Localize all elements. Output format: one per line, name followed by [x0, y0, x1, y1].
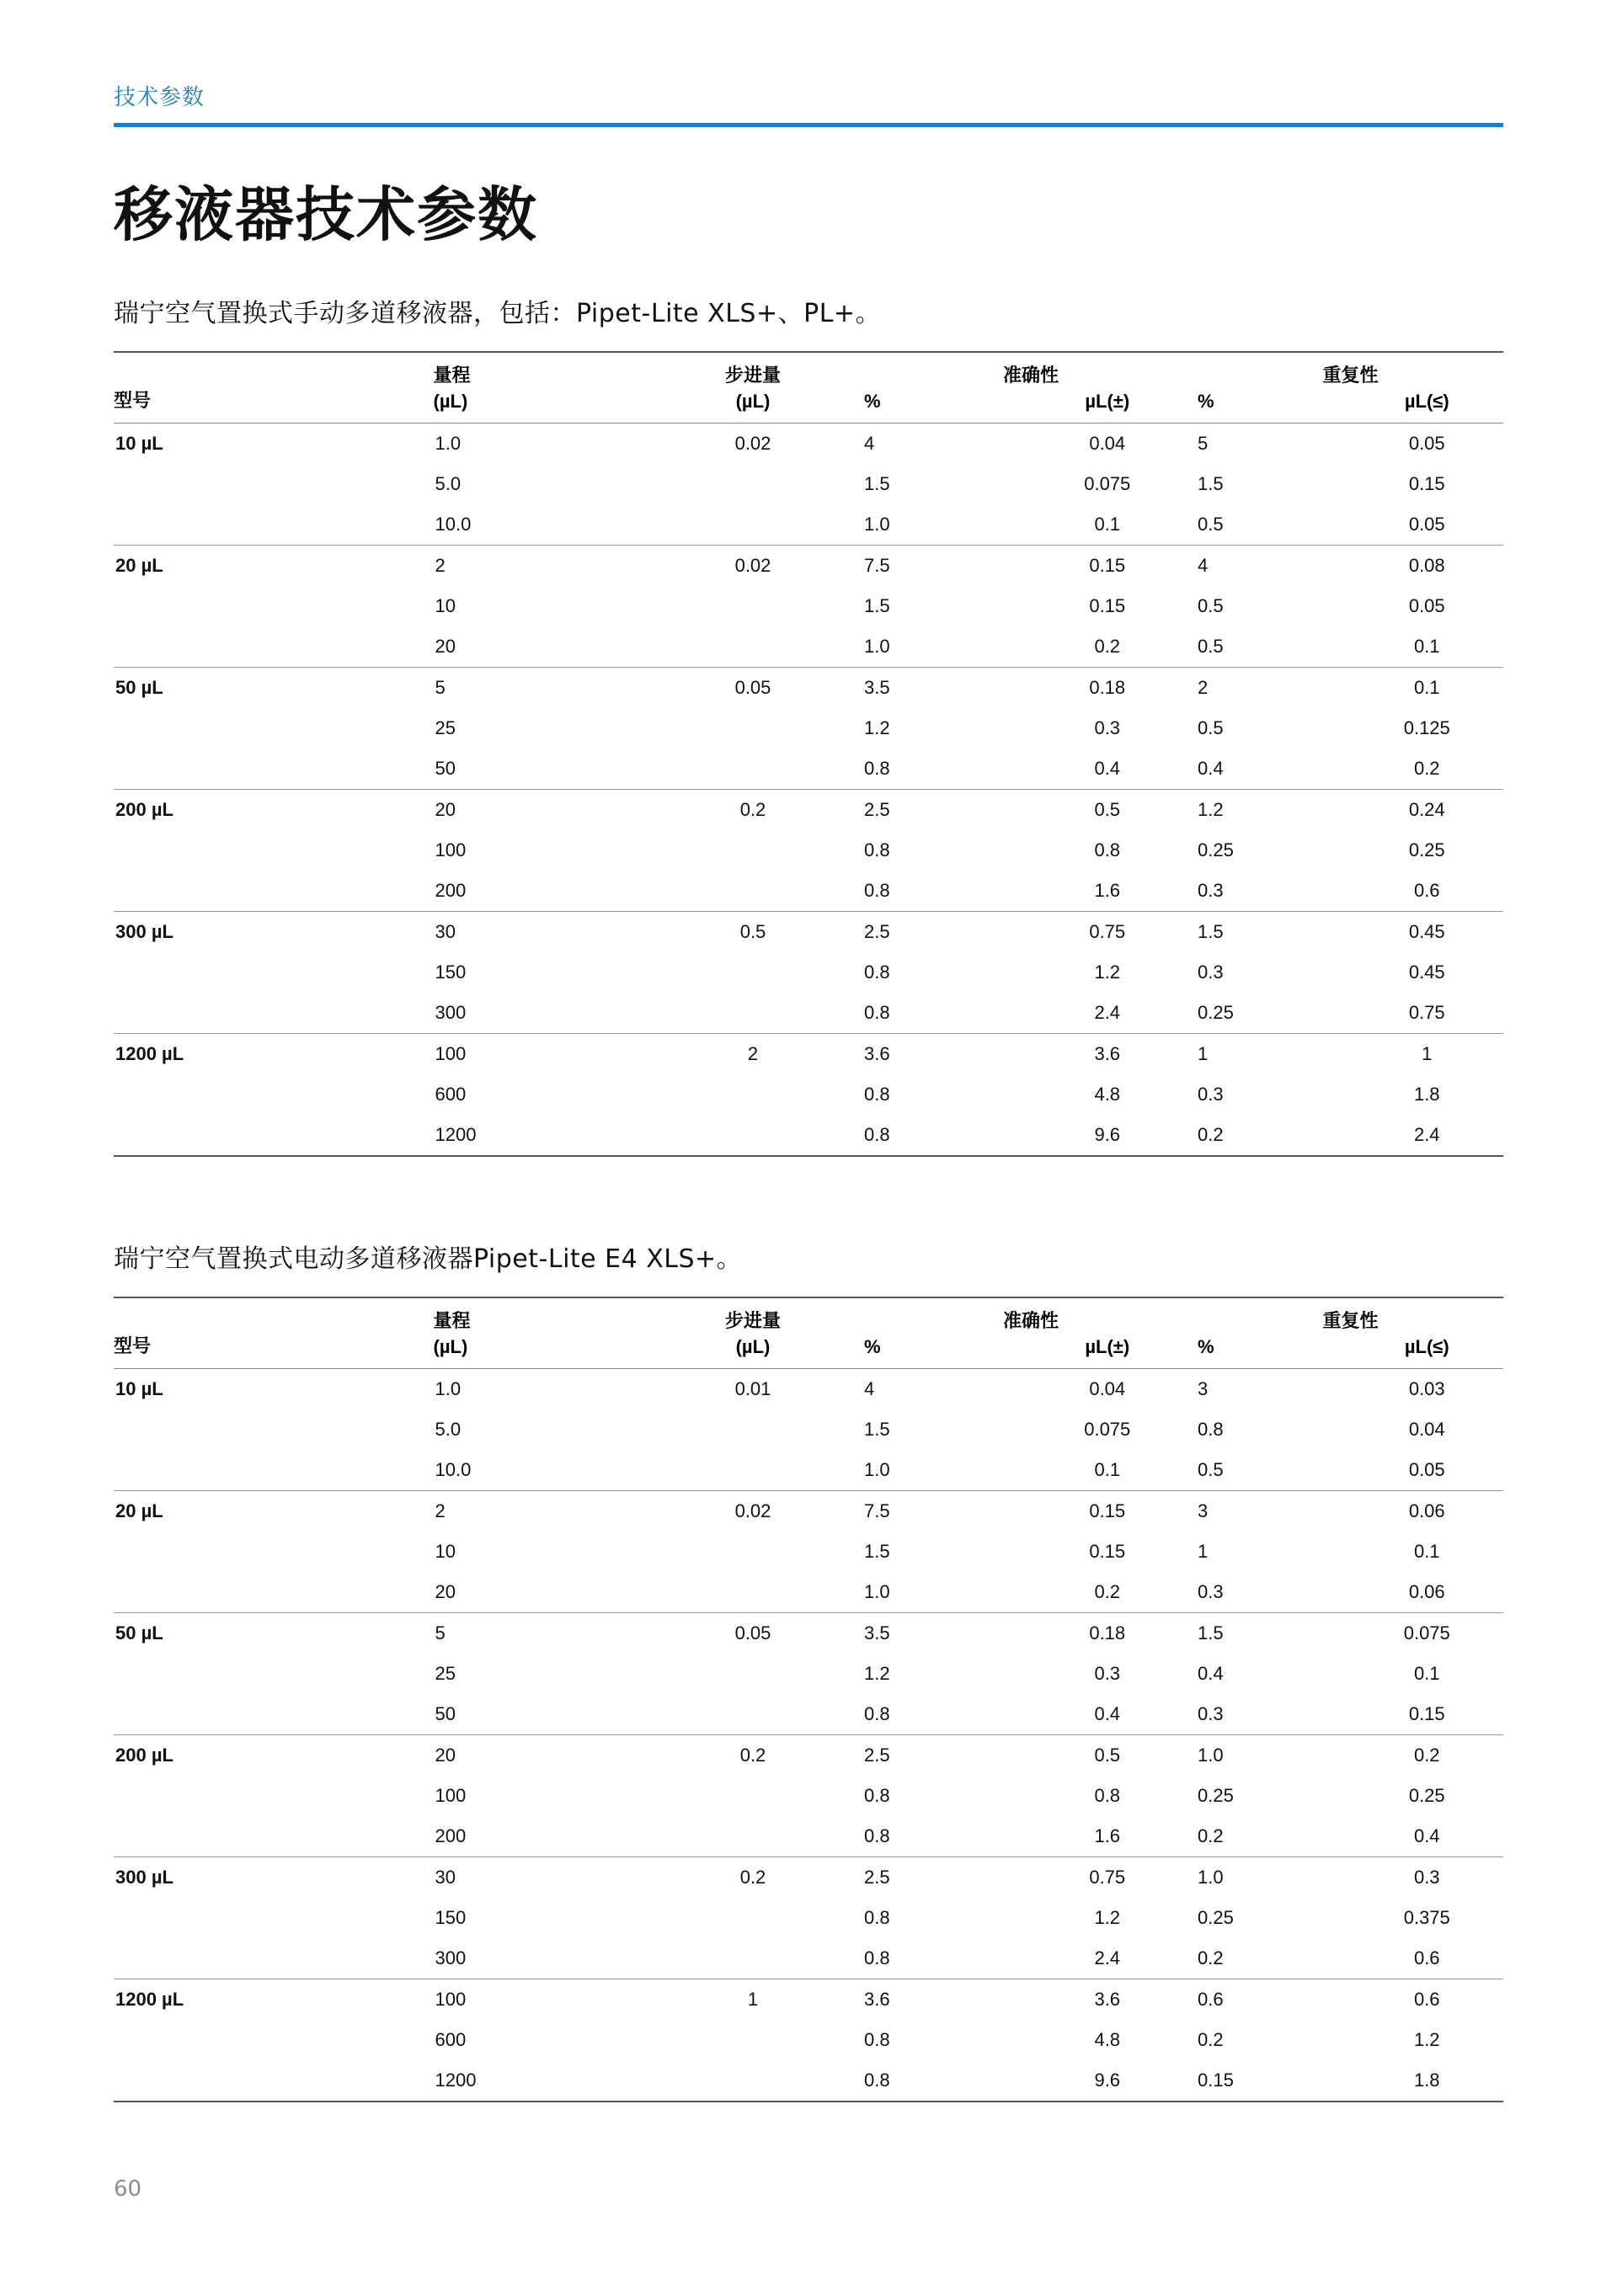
section-heading-2: 瑞宁空气置换式电动多道移液器Pipet-Lite E4 XLS+。 — [114, 1244, 743, 1274]
cell-model: 200 µL — [114, 789, 434, 830]
cell-range: 300 — [435, 1001, 467, 1023]
cell-prec-ul: 0.05 — [1351, 423, 1504, 464]
cell-prec-pct: 5 — [1198, 423, 1351, 464]
column-header-model: 型号 — [114, 352, 434, 424]
section-eyebrow: 技术参数 — [114, 85, 205, 110]
cell-prec-pct: 0.3 — [1198, 879, 1224, 901]
cell-prec-pct: 0.5 — [1198, 594, 1224, 616]
cell-prec-ul: 0.45 — [1408, 961, 1445, 983]
cell-prec-ul: 0.1 — [1413, 1540, 1440, 1562]
cell-range: 1200 — [434, 2060, 643, 2102]
cell-prec-ul: 0.45 — [1351, 911, 1504, 952]
cell-prec-ul: 0.75 — [1408, 1001, 1445, 1023]
table-row — [114, 1450, 1503, 1491]
cell-range: 150 — [435, 1906, 467, 1928]
cell-increment: 2 — [642, 1033, 864, 1074]
cell-acc-pct: 0.8 — [864, 2028, 890, 2050]
cell-prec-pct: 0.4 — [1198, 757, 1224, 779]
cell-prec-pct: 1.0 — [1198, 1734, 1351, 1776]
cell-prec-ul: 0.125 — [1403, 717, 1450, 738]
cell-prec-ul: 0.1 — [1351, 667, 1504, 708]
cell-acc-ul: 2.4 — [1094, 1001, 1121, 1023]
cell-prec-ul: 0.15 — [1408, 1702, 1445, 1724]
cell-acc-ul: 1.6 — [1094, 879, 1121, 901]
cell-range: 50 — [435, 757, 456, 779]
cell-acc-pct: 0.8 — [864, 757, 890, 779]
cell-acc-pct: 1.0 — [864, 1580, 890, 1602]
cell-acc-ul: 1.6 — [1094, 1825, 1121, 1846]
cell-acc-pct: 3.6 — [864, 1979, 1017, 2020]
table-row — [114, 1532, 1503, 1572]
cell-range: 20 — [435, 1580, 456, 1602]
spec-table-electronic — [114, 1297, 1503, 2102]
table-body — [114, 1368, 1503, 2102]
cell-acc-ul: 0.75 — [1017, 1857, 1198, 1898]
cell-prec-pct: 1.5 — [1198, 472, 1224, 494]
cell-range: 600 — [435, 1083, 467, 1105]
cell-prec-pct: 1.5 — [1198, 911, 1351, 952]
section-heading-1: 瑞宁空气置换式手动多道移液器，包括：Pipet-Lite XLS+、PL+。 — [114, 298, 882, 328]
cell-prec-pct: 0.2 — [1198, 1825, 1224, 1846]
cell-prec-ul: 0.25 — [1408, 1784, 1445, 1806]
cell-range: 1.0 — [434, 1368, 643, 1409]
cell-acc-pct: 3.5 — [864, 667, 1017, 708]
cell-acc-pct: 0.8 — [864, 879, 890, 901]
cell-acc-pct: 0.8 — [864, 961, 890, 983]
cell-prec-ul: 0.04 — [1408, 1418, 1445, 1440]
cell-range: 20 — [434, 1734, 643, 1776]
table-row — [114, 1938, 1503, 1979]
table-row — [114, 1074, 1503, 1115]
cell-acc-ul: 4.8 — [1094, 1083, 1121, 1105]
column-header-acc-ul: µL(±) — [1017, 1334, 1198, 1369]
column-header-acc-pct: % — [864, 389, 1017, 424]
column-header-range-unit: (µL) — [434, 389, 643, 424]
cell-increment: 0.02 — [642, 1490, 864, 1532]
cell-prec-pct: 0.3 — [1198, 1083, 1224, 1105]
cell-acc-pct: 1.5 — [864, 594, 890, 616]
table-row — [114, 789, 1503, 830]
column-header-range: 量程 — [434, 352, 643, 389]
cell-acc-pct: 2.5 — [864, 1734, 1017, 1776]
cell-prec-ul: 0.05 — [1408, 594, 1445, 616]
cell-model: 1200 µL — [114, 1979, 434, 2020]
cell-prec-pct: 0.8 — [1198, 1418, 1224, 1440]
cell-acc-pct: 2.5 — [864, 1857, 1017, 1898]
cell-acc-ul: 0.3 — [1094, 717, 1121, 738]
cell-prec-ul: 0.1 — [1413, 635, 1440, 657]
cell-prec-ul: 0.1 — [1413, 1662, 1440, 1684]
table-body — [114, 423, 1503, 1156]
cell-prec-pct: 0.25 — [1198, 1906, 1234, 1928]
cell-range: 50 — [435, 1702, 456, 1724]
cell-model: 200 µL — [114, 1734, 434, 1776]
table-row — [114, 504, 1503, 546]
table-row — [114, 626, 1503, 668]
cell-prec-pct: 0.15 — [1198, 2060, 1351, 2102]
cell-model: 20 µL — [114, 1490, 434, 1532]
column-header-acc-pct: % — [864, 1334, 1017, 1369]
table-row — [114, 830, 1503, 871]
cell-acc-pct: 1.2 — [864, 717, 890, 738]
cell-model: 300 µL — [114, 1857, 434, 1898]
cell-acc-ul: 0.18 — [1017, 1612, 1198, 1654]
table-row — [114, 911, 1503, 952]
cell-acc-pct: 1.5 — [864, 472, 890, 494]
cell-prec-pct: 0.3 — [1198, 1702, 1224, 1724]
table-row — [114, 1368, 1503, 1409]
page-number: 60 — [114, 2176, 142, 2202]
cell-prec-ul: 1.8 — [1413, 1083, 1440, 1105]
cell-range: 30 — [434, 1857, 643, 1898]
cell-prec-pct: 0.5 — [1198, 717, 1224, 738]
table-row — [114, 545, 1503, 586]
cell-acc-ul: 0.2 — [1094, 635, 1121, 657]
table-row — [114, 1115, 1503, 1156]
cell-range: 5 — [434, 667, 643, 708]
cell-acc-ul: 0.1 — [1094, 1458, 1121, 1480]
cell-model: 10 µL — [114, 423, 434, 464]
table-row — [114, 423, 1503, 464]
cell-prec-ul: 0.6 — [1413, 1947, 1440, 1968]
cell-range: 5 — [434, 1612, 643, 1654]
cell-range: 5.0 — [435, 1418, 462, 1440]
cell-acc-pct: 0.8 — [864, 1115, 1017, 1156]
cell-prec-pct: 1.5 — [1198, 1612, 1351, 1654]
cell-prec-pct: 1.0 — [1198, 1857, 1351, 1898]
cell-range: 20 — [434, 789, 643, 830]
cell-acc-pct: 0.8 — [864, 1906, 890, 1928]
table-row — [114, 708, 1503, 748]
table-row — [114, 1898, 1503, 1938]
cell-range: 600 — [435, 2028, 467, 2050]
column-header-accuracy: 准确性 — [864, 352, 1198, 389]
cell-prec-ul: 0.24 — [1351, 789, 1504, 830]
cell-acc-ul: 0.3 — [1094, 1662, 1121, 1684]
cell-acc-ul: 0.8 — [1094, 839, 1121, 860]
cell-model: 10 µL — [114, 1368, 434, 1409]
table-row — [114, 1612, 1503, 1654]
table-row — [114, 1734, 1503, 1776]
cell-acc-pct: 0.8 — [864, 1001, 890, 1023]
cell-increment: 0.02 — [642, 423, 864, 464]
cell-acc-pct: 1.0 — [864, 635, 890, 657]
table-row — [114, 1033, 1503, 1074]
cell-acc-ul: 2.4 — [1094, 1947, 1121, 1968]
cell-increment: 1 — [642, 1979, 864, 2020]
table-row — [114, 464, 1503, 504]
cell-acc-pct: 2.5 — [864, 789, 1017, 830]
cell-acc-pct: 0.8 — [864, 1083, 890, 1105]
column-header-prec-ul: µL(≤) — [1351, 1334, 1504, 1369]
cell-acc-pct: 3.6 — [864, 1033, 1017, 1074]
column-header-prec-pct: % — [1198, 1334, 1351, 1369]
cell-prec-pct: 0.5 — [1198, 635, 1224, 657]
cell-acc-ul: 0.15 — [1089, 594, 1126, 616]
table-row — [114, 2060, 1503, 2102]
cell-model: 300 µL — [114, 911, 434, 952]
cell-acc-pct: 0.8 — [864, 1825, 890, 1846]
cell-acc-pct: 2.5 — [864, 911, 1017, 952]
cell-acc-pct: 1.0 — [864, 513, 890, 535]
cell-acc-pct: 3.5 — [864, 1612, 1017, 1654]
cell-increment: 0.5 — [642, 911, 864, 952]
cell-acc-ul: 0.075 — [1084, 472, 1131, 494]
cell-model: 50 µL — [114, 667, 434, 708]
table-row — [114, 993, 1503, 1034]
cell-prec-ul: 0.08 — [1351, 545, 1504, 586]
column-header-range-unit: (µL) — [434, 1334, 643, 1369]
cell-model: 1200 µL — [114, 1033, 434, 1074]
cell-acc-ul: 0.8 — [1094, 1784, 1121, 1806]
cell-acc-ul: 0.2 — [1094, 1580, 1121, 1602]
column-header-increment: 步进量 — [642, 352, 864, 389]
cell-acc-ul: 0.4 — [1094, 757, 1121, 779]
cell-range: 2 — [434, 1490, 643, 1532]
table-row — [114, 2020, 1503, 2060]
cell-model: 50 µL — [114, 1612, 434, 1654]
cell-range: 150 — [435, 961, 467, 983]
cell-acc-pct: 1.2 — [864, 1662, 890, 1684]
page-title: 移液器技术参数 — [114, 180, 538, 249]
cell-acc-ul: 0.5 — [1017, 1734, 1198, 1776]
cell-prec-ul: 0.03 — [1351, 1368, 1504, 1409]
cell-acc-pct: 0.8 — [864, 839, 890, 860]
cell-range: 100 — [435, 1784, 467, 1806]
cell-prec-ul: 0.06 — [1408, 1580, 1445, 1602]
cell-range: 25 — [435, 717, 456, 738]
cell-prec-ul: 1.8 — [1351, 2060, 1504, 2102]
cell-acc-ul: 9.6 — [1017, 1115, 1198, 1156]
cell-range: 200 — [435, 1825, 467, 1846]
cell-prec-pct: 0.4 — [1198, 1662, 1224, 1684]
column-header-precision: 重复性 — [1198, 1297, 1503, 1334]
cell-prec-ul: 0.3 — [1351, 1857, 1504, 1898]
cell-range: 20 — [435, 635, 456, 657]
cell-acc-ul: 0.04 — [1017, 423, 1198, 464]
cell-increment: 0.05 — [642, 667, 864, 708]
cell-acc-ul: 0.1 — [1094, 513, 1121, 535]
header-divider — [114, 123, 1503, 127]
cell-range: 5.0 — [435, 472, 462, 494]
cell-range: 100 — [435, 839, 467, 860]
column-header-precision: 重复性 — [1198, 352, 1503, 389]
cell-prec-pct: 0.2 — [1198, 1115, 1351, 1156]
cell-range: 25 — [435, 1662, 456, 1684]
cell-acc-ul: 4.8 — [1094, 2028, 1121, 2050]
cell-range: 30 — [434, 911, 643, 952]
table-row — [114, 586, 1503, 626]
column-header-acc-ul: µL(±) — [1017, 389, 1198, 424]
cell-acc-ul: 0.4 — [1094, 1702, 1121, 1724]
column-header-range: 量程 — [434, 1297, 643, 1334]
cell-prec-pct: 0.5 — [1198, 513, 1224, 535]
cell-acc-ul: 1.2 — [1094, 961, 1121, 983]
cell-prec-ul: 0.2 — [1351, 1734, 1504, 1776]
cell-acc-ul: 0.15 — [1017, 1490, 1198, 1532]
cell-increment: 0.2 — [642, 789, 864, 830]
cell-acc-pct: 4 — [864, 1368, 1017, 1409]
column-header-increment-unit: (µL) — [642, 1334, 864, 1369]
cell-prec-ul: 0.05 — [1408, 513, 1445, 535]
table-header — [114, 352, 1503, 424]
cell-acc-pct: 7.5 — [864, 1490, 1017, 1532]
table-row — [114, 952, 1503, 993]
cell-range: 2 — [434, 545, 643, 586]
column-header-prec-pct: % — [1198, 389, 1351, 424]
cell-prec-ul: 0.25 — [1408, 839, 1445, 860]
cell-prec-pct: 0.3 — [1198, 961, 1224, 983]
column-header-increment-unit: (µL) — [642, 389, 864, 424]
cell-range: 100 — [434, 1033, 643, 1074]
cell-prec-pct: 1.2 — [1198, 789, 1351, 830]
cell-range: 200 — [435, 879, 467, 901]
column-header-accuracy: 准确性 — [864, 1297, 1198, 1334]
table-row — [114, 1857, 1503, 1898]
cell-acc-ul: 1.2 — [1094, 1906, 1121, 1928]
cell-acc-ul: 0.15 — [1017, 545, 1198, 586]
cell-prec-ul: 1.2 — [1413, 2028, 1440, 2050]
table-row — [114, 667, 1503, 708]
cell-range: 1200 — [434, 1115, 643, 1156]
cell-increment: 0.05 — [642, 1612, 864, 1654]
table-header-row-top — [114, 1297, 1503, 1334]
cell-acc-ul: 0.04 — [1017, 1368, 1198, 1409]
cell-acc-ul: 0.15 — [1089, 1540, 1126, 1562]
cell-range: 1.0 — [434, 423, 643, 464]
cell-prec-ul: 0.6 — [1413, 879, 1440, 901]
cell-acc-pct: 0.8 — [864, 1947, 890, 1968]
cell-range: 10 — [435, 1540, 456, 1562]
cell-acc-pct: 1.5 — [864, 1540, 890, 1562]
cell-increment: 0.01 — [642, 1368, 864, 1409]
cell-prec-pct: 0.25 — [1198, 1784, 1234, 1806]
cell-prec-pct: 1 — [1198, 1540, 1209, 1562]
cell-prec-pct: 0.25 — [1198, 1001, 1234, 1023]
cell-acc-ul: 0.18 — [1017, 667, 1198, 708]
cell-acc-pct: 1.5 — [864, 1418, 890, 1440]
cell-acc-pct: 7.5 — [864, 545, 1017, 586]
cell-model: 20 µL — [114, 545, 434, 586]
cell-prec-pct: 4 — [1198, 545, 1351, 586]
table-row — [114, 1816, 1503, 1857]
table-row — [114, 1409, 1503, 1450]
cell-prec-pct: 0.5 — [1198, 1458, 1224, 1480]
cell-acc-ul: 0.75 — [1017, 911, 1198, 952]
cell-acc-pct: 0.8 — [864, 1702, 890, 1724]
cell-prec-pct: 3 — [1198, 1368, 1351, 1409]
cell-prec-ul: 2.4 — [1351, 1115, 1504, 1156]
table-row — [114, 1979, 1503, 2020]
cell-prec-ul: 1 — [1351, 1033, 1504, 1074]
cell-prec-pct: 0.2 — [1198, 1947, 1224, 1968]
cell-acc-ul: 0.075 — [1084, 1418, 1131, 1440]
table-row — [114, 871, 1503, 912]
cell-prec-ul: 0.2 — [1413, 757, 1440, 779]
cell-acc-pct: 1.0 — [864, 1458, 890, 1480]
cell-range: 10 — [435, 594, 456, 616]
cell-prec-ul: 0.4 — [1413, 1825, 1440, 1846]
column-header-increment: 步进量 — [642, 1297, 864, 1334]
table-header — [114, 1297, 1503, 1369]
table-header-row-top — [114, 352, 1503, 389]
table-row — [114, 1694, 1503, 1735]
table-row — [114, 1572, 1503, 1613]
cell-prec-pct: 2 — [1198, 667, 1351, 708]
table-row — [114, 748, 1503, 790]
table-row — [114, 1776, 1503, 1816]
cell-prec-pct: 0.2 — [1198, 2028, 1224, 2050]
table-row — [114, 1654, 1503, 1694]
cell-prec-ul: 0.15 — [1408, 472, 1445, 494]
column-header-model: 型号 — [114, 1297, 434, 1369]
cell-range: 100 — [434, 1979, 643, 2020]
cell-prec-ul: 0.075 — [1351, 1612, 1504, 1654]
cell-prec-pct: 1 — [1198, 1033, 1351, 1074]
cell-prec-ul: 0.05 — [1408, 1458, 1445, 1480]
cell-acc-pct: 0.8 — [864, 1784, 890, 1806]
cell-increment: 0.02 — [642, 545, 864, 586]
cell-increment: 0.2 — [642, 1734, 864, 1776]
cell-range: 300 — [435, 1947, 467, 1968]
cell-prec-pct: 0.3 — [1198, 1580, 1224, 1602]
cell-prec-ul: 0.375 — [1403, 1906, 1450, 1928]
cell-prec-pct: 3 — [1198, 1490, 1351, 1532]
cell-range: 10.0 — [435, 1458, 472, 1480]
cell-prec-pct: 0.6 — [1198, 1979, 1351, 2020]
cell-acc-ul: 3.6 — [1017, 1033, 1198, 1074]
column-header-prec-ul: µL(≤) — [1351, 389, 1504, 424]
cell-acc-ul: 0.5 — [1017, 789, 1198, 830]
cell-prec-ul: 0.06 — [1351, 1490, 1504, 1532]
cell-acc-pct: 4 — [864, 423, 1017, 464]
cell-acc-ul: 9.6 — [1017, 2060, 1198, 2102]
cell-range: 10.0 — [435, 513, 472, 535]
cell-prec-ul: 0.6 — [1351, 1979, 1504, 2020]
cell-acc-pct: 0.8 — [864, 2060, 1017, 2102]
cell-increment: 0.2 — [642, 1857, 864, 1898]
cell-prec-pct: 0.25 — [1198, 839, 1234, 860]
table-row — [114, 1490, 1503, 1532]
spec-table-manual — [114, 351, 1503, 1157]
cell-acc-ul: 3.6 — [1017, 1979, 1198, 2020]
